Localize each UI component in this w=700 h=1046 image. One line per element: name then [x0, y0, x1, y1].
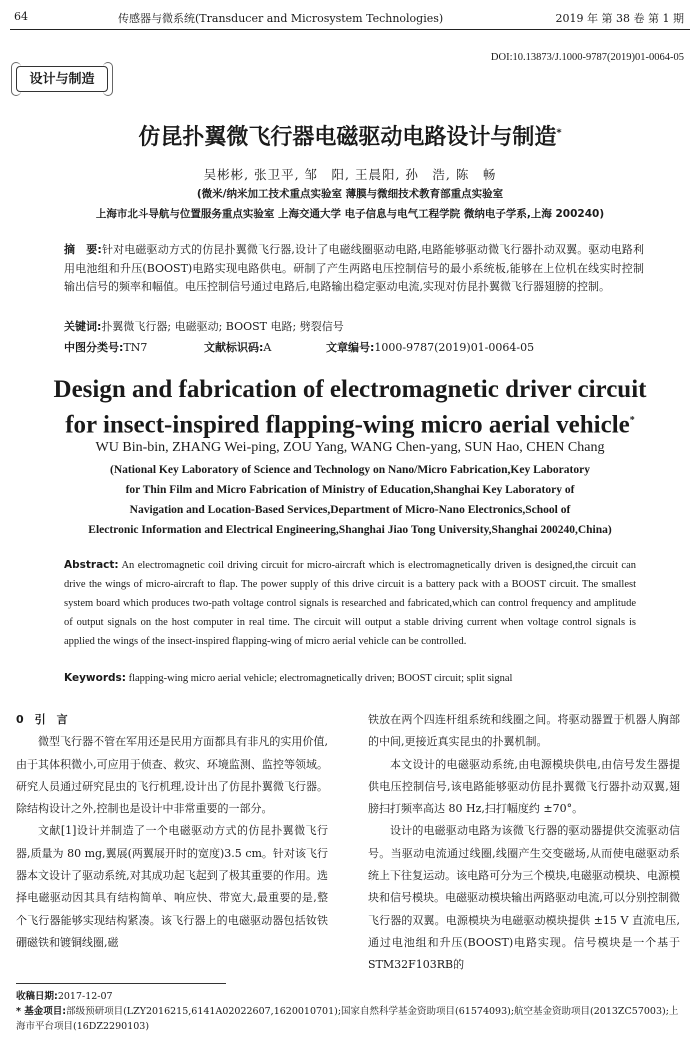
received-date: [16, 989, 686, 1004]
keywords-cn: [64, 318, 644, 337]
fund-label: * 基金项目:: [16, 1006, 67, 1017]
affiliation-en-line: Electronic Information and Electrical Engineering,Shanghai Jiao Tong University,Shanghai 200240,China): [88, 524, 612, 536]
section-tag: 设计与制造: [16, 66, 108, 92]
fund-note: [16, 1004, 686, 1034]
body-paragraph: 微型飞行器不管在军用还是民用方面都具有非凡的实用价值,由于其体积微小,可应用于侦查、救灾、环境监测、监控等领域。研究人员通过研究昆虫的飞行机理,设计出了仿昆扑翼微飞行器。除结构设计之外,控制也是设计中非常重要的一部分。: [16, 735, 328, 816]
body-paragraph-continued: 铁放在两个四连杆组系统和线圈之间。将驱动器置于机器人胸部的中间,更接近真实昆虫的扑翼机制。: [368, 713, 680, 749]
title-cn-text: 仿昆扑翼微飞行器电磁驱动电路设计与制造: [138, 125, 557, 150]
title-cn: [0, 120, 700, 151]
body-column-left: [16, 709, 328, 954]
title-cn-footnote-mark: *: [556, 127, 562, 139]
page-number: 64: [14, 10, 28, 23]
affiliation-en-line: for Thin Film and Micro Fabrication of Ministry of Education,Shanghai Key Laboratory of: [125, 484, 575, 496]
keywords-cn-text: 扑翼微飞行器; 电磁驱动; BOOST 电路; 劈裂信号: [101, 320, 344, 333]
article-no-value: 1000-9787(2019)01-0064-05: [374, 341, 535, 354]
abstract-en: [64, 556, 636, 651]
body-paragraph: 设计的电磁驱动电路为该微飞行器的驱动器提供交流驱动信号。当驱动电流通过线圈,线圈产生交变磁场,从而使电磁驱动系统上下往复运动。该电路可分为三个模块,电磁驱动模块、电源模块和信号模块。电磁驱动模块输出两路驱动电流,可以分别控制微飞行器的双翼。电源模块为电磁驱动模块提供 ±15 V 直流电压,通过电池组和升压(BOOST)电路实现。信号模块是一个基于STM32F103RB的: [368, 824, 680, 972]
body-column-right: [368, 709, 680, 977]
abstract-cn-text: 针对电磁驱动方式的仿昆扑翼微飞行器,设计了电磁线圈驱动电路,电路能够驱动微飞行器扑动双翼。驱动电路利用电池组和升压(BOOST)电路实现电路供电。研制了产生两路电压控制信号的最小系统板,能够在上位机在线实时控制输出信号的频率和幅值。电压控制信号通过电路后,电路输出稳定驱动电流,实现对仿昆扑翼微飞行器翅膀的控制。: [64, 243, 644, 293]
keywords-en-text: flapping-wing micro aerial vehicle; electromagnetically driven; BOOST circuit; split signal: [128, 673, 513, 684]
authors-cn: 吴彬彬, 张卫平, 邹 阳, 王晨阳, 孙 浩, 陈 畅: [203, 167, 497, 182]
affiliation-en-line: (National Key Laboratory of Science and Technology on Nano/Micro Fabrication,Key Laboratory: [110, 464, 590, 476]
affiliation-en-line: Navigation and Location-Based Services,Department of Micro-Nano Electronics,School of: [129, 504, 571, 516]
abstract-cn-label: 摘 要:: [64, 243, 102, 256]
journal-issue: 2019 年 第 38 卷 第 1 期: [555, 12, 684, 25]
body-paragraph: 文献[1]设计并制造了一个电磁驱动方式的仿昆扑翼微飞行器,质量为 80 mg,翼展(两翼展开时的宽度)3.5 cm。针对该飞行器本文设计了驱动系统,对其成功起飞起到了极其重要的作用。选择电磁驱动因其具有结构简单、响应快、带宽大,最重要的是,整个飞行器能够实现结构紧凑。该飞行器上的电磁驱动器包括钕铁硼磁铁和镀铜线圈,磁: [16, 824, 328, 949]
received-value: 2017-12-07: [57, 991, 113, 1002]
doc-code-label: 文献标识码:: [204, 341, 264, 354]
article-no-label: 文章编号:: [326, 341, 375, 354]
header-rule: [10, 29, 690, 30]
title-en-line: for insect-inspired flapping-wing micro aerial vehicle: [65, 411, 630, 439]
title-en-footnote-mark: *: [629, 415, 635, 426]
abstract-cn: [64, 241, 644, 297]
journal-name: 传感器与微系统(Transducer and Microsystem Technologies): [118, 12, 444, 25]
doc-code-value: A: [263, 341, 272, 354]
title-en: [0, 374, 700, 440]
title-en-line: Design and fabrication of electromagnetic driver circuit: [53, 376, 647, 403]
doi: DOI:10.13873/J.1000-9787(2019)01-0064-05: [490, 52, 684, 63]
fund-text: 部级预研项目(LZY2016215,6141A02022607,1620010701);国家自然科学基金资助项目(61574093);航空基金资助项目(2013ZC57003);上海市平台项目(16DZ2290103): [16, 1006, 679, 1032]
authors-en: WU Bin-bin, ZHANG Wei-ping, ZOU Yang, WANG Chen-yang, SUN Hao, CHEN Chang: [95, 440, 605, 455]
abstract-en-text: An electromagnetic coil driving circuit for micro-aircraft which is electromagnetically driven is designed,the circuit can drive the wings of micro-aircraft to flap. The power supply of this drive circuit is a battery pack with a BOOST circuit. The smallest system board which produces two-path voltage control signals is researched and fabricated,which can control frequency and amplitude of output signals on the host computer in real time. The circuit will output a stable driving current when voltage control signals is applied the wings of the insect-inspired flapping-wing of micro aerial vehicle can be controlled.: [64, 560, 637, 647]
keywords-en-label: Keywords:: [64, 672, 126, 684]
received-label: 收稿日期:: [16, 991, 58, 1002]
section-heading: 0 引 言: [16, 713, 68, 726]
keywords-cn-label: 关键词:: [64, 320, 102, 333]
clc-value: TN7: [123, 341, 148, 354]
abstract-en-label: Abstract:: [64, 559, 119, 571]
clc-label: 中图分类号:: [64, 341, 124, 354]
body-paragraph: 本文设计的电磁驱动系统,由电源模块供电,由信号发生器提供电压控制信号,该电路能够驱动仿昆扑翼微飞行器扑动双翼,翅膀扫打频率高达 80 Hz,扫打幅度约 ±70°。: [368, 757, 680, 816]
keywords-en: [64, 669, 636, 688]
footnote-rule: [16, 983, 226, 984]
affiliation-cn-line: 上海市北斗导航与位置服务重点实验室 上海交通大学 电子信息与电气工程学院 微纳电子学系,上海 200240): [95, 208, 605, 220]
classification-row: [64, 339, 534, 355]
affiliation-cn-line: (微米/纳米加工技术重点实验室 薄膜与微细技术教育部重点实验室: [196, 188, 504, 200]
